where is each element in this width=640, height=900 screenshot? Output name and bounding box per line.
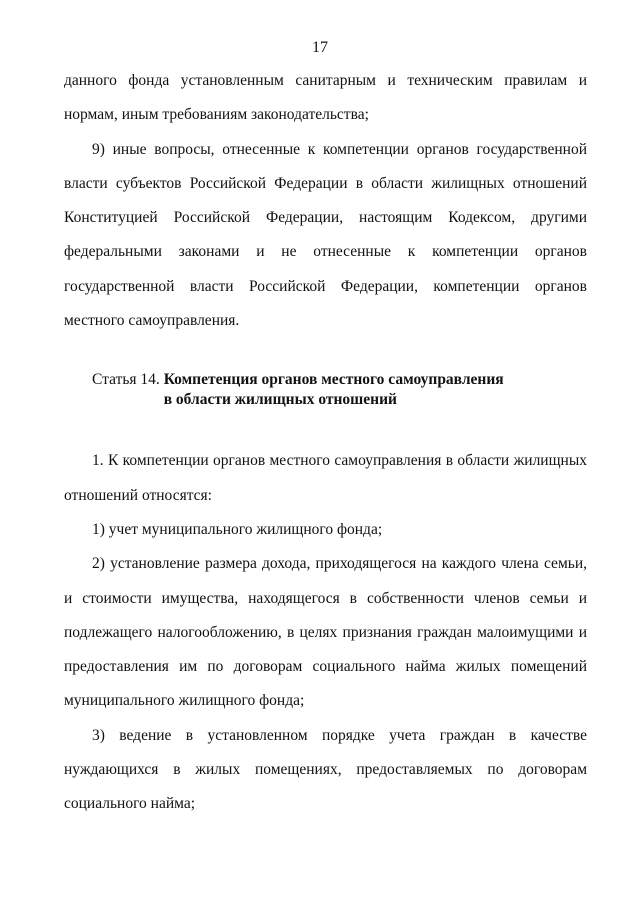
spacer	[64, 338, 587, 370]
paragraph-continuation: данного фонда установленным санитарным и техническим правилам и нормам, иным требованиям законодательства;	[64, 72, 587, 124]
article-number: Статья 14.	[92, 371, 164, 389]
article-title-line-2: в области жилищных отношений	[163, 391, 397, 409]
page-content	[64, 64, 587, 822]
page-number: 17	[312, 39, 328, 56]
article-title	[164, 370, 504, 410]
spacer	[64, 410, 587, 444]
paragraph-item-3: 3) ведение в установленном порядке учета граждан в качестве нуждающихся в жилых помещениях, предоставляемых по договорам социального найма;	[64, 726, 587, 813]
paragraph-item-1: 1) учет муниципального жилищного фонда;	[92, 520, 383, 538]
paragraph-item-9: 9) иные вопросы, отнесенные к компетенции органов государственной власти субъектов Российской Федерации в области жилищных отношений Конституцией Российской Федерации, настоящим Кодексом, другими федеральными законами и не отнесенные к компетенции органов государственной власти Российской Федерации, компетенции органов местного самоуправления.	[64, 140, 587, 330]
paragraph-item-2: 2) установление размера дохода, приходящегося на каждого члена семьи, и стоимости имущества, находящегося в собственности членов семьи и подлежащего налогообложению, в целях признания граждан малоимущими и предоставления им по договорам социального найма жилых помещений муниципального жилищного фонда;	[64, 555, 587, 710]
article-heading	[64, 370, 587, 410]
paragraph-clause-1: 1. К компетенции органов местного самоуправления в области жилищных отношений относятся:	[64, 452, 587, 504]
article-title-line-1: Компетенция органов местного самоуправления	[163, 371, 504, 389]
